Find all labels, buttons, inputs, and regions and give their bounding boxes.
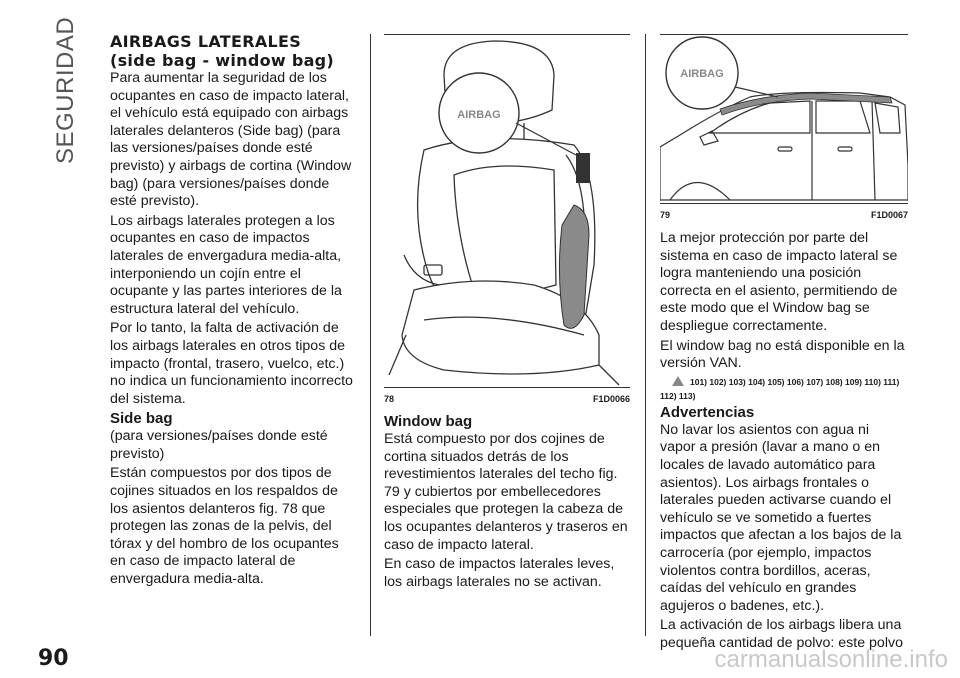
subheading-advertencias: Advertencias: [660, 403, 755, 421]
page-number: 90: [38, 646, 69, 671]
warning-refs-line2: 112) 113): [660, 390, 696, 401]
column-1: [110, 32, 355, 591]
section-tab-label: SEGURIDAD: [52, 16, 79, 164]
paragraph: (para versiones/países donde esté previsto): [110, 428, 328, 462]
figure-number: 79: [660, 210, 671, 220]
airbag-callout-label: AIRBAG: [457, 109, 501, 121]
subheading-window-bag: Window bag: [384, 413, 473, 430]
airbag-callout-label: AIRBAG: [680, 68, 724, 80]
warning-refs-line1: 101) 102) 103) 104) 105) 106) 107) 108) 109) 110) 111): [690, 376, 900, 387]
seat-illustration: [384, 35, 630, 387]
figure-code: F1D0066: [592, 394, 630, 404]
warning-triangle-icon: [672, 376, 684, 386]
paragraph: La mejor protección por parte del sistema en caso de impacto lateral se logra manteniendo una posición correcta en el asiento, permitiendo de este modo que el Window bag se despliegue correctamente.: [660, 230, 898, 334]
figure-79: [660, 34, 908, 220]
paragraph: Por lo tanto, la falta de activación de los airbags laterales en otros tipos de impacto (frontal, trasero, vuelco, etc.) no indica un funcionamiento incorrecto del sistema.: [110, 320, 353, 407]
figure-code: F1D0067: [870, 210, 908, 220]
figure-number: 78: [384, 394, 395, 404]
section-heading-line2: (side bag - window bag): [110, 51, 335, 70]
watermark: carmanualsonline.info: [714, 646, 948, 673]
paragraph: Están compuestos por dos tipos de cojines situados en los respaldos de los asientos delanteros fig. 78 que protegen las zonas de la pelvis, del tórax y del hombro de los ocupantes en caso de impacto lateral de envergadura media-alta.: [110, 465, 339, 588]
figure-78: [384, 34, 630, 404]
column-divider: [645, 34, 646, 636]
paragraph: Para aumentar la seguridad de los ocupantes en caso de impacto lateral, el vehículo está equipado con airbags laterales delanteros (Side bag) (para las versiones/países donde esté previsto) y airbags de cortina (Window bag) (para versiones/países donde esté previsto).: [110, 70, 352, 210]
paragraph: Está compuesto por dos cojines de cortina situados detrás de los revestimientos laterales del techo fig. 79 y cubiertos por embellecedores especiales que protegen la cabeza de los ocupantes delanteros y traseros en caso de impacto lateral.: [384, 431, 628, 553]
column-3-text: [660, 230, 908, 654]
section-tab: [52, 16, 82, 164]
column-2-text: [384, 412, 630, 593]
column-divider: [370, 34, 371, 636]
warning-references: [660, 375, 908, 403]
paragraph: En caso de impactos laterales leves, los airbags laterales no se activan.: [384, 556, 615, 590]
paragraph: No lavar los asientos con agua ni vapor a presión (lavar a mano o en locales de lavado automático para asientos). Los airbags frontales o laterales pueden activarse cuando el vehículo se ve sometido a fuertes impactos que afectan a los bajos de la carrocería (por ejemplo, impactos violentos contra bordillos, aceras, caídas del vehículo en grandes agujeros o badenes, etc.).: [660, 421, 902, 614]
car-illustration: [660, 35, 908, 203]
paragraph: El window bag no está disponible en la versión VAN.: [660, 337, 905, 372]
subheading-side-bag: Side bag: [110, 410, 173, 428]
paragraph: La activación de los airbags libera una pequeña cantidad de polvo: este polvo: [660, 617, 903, 651]
paragraph: Los airbags laterales protegen a los ocupantes en caso de impactos laterales de envergadura media-alta, interponiendo un cojín entre el ocupante y las partes interiores de la estructura lateral del vehículo.: [110, 212, 342, 317]
section-heading-line1: AIRBAGS LATERALES: [110, 32, 302, 51]
